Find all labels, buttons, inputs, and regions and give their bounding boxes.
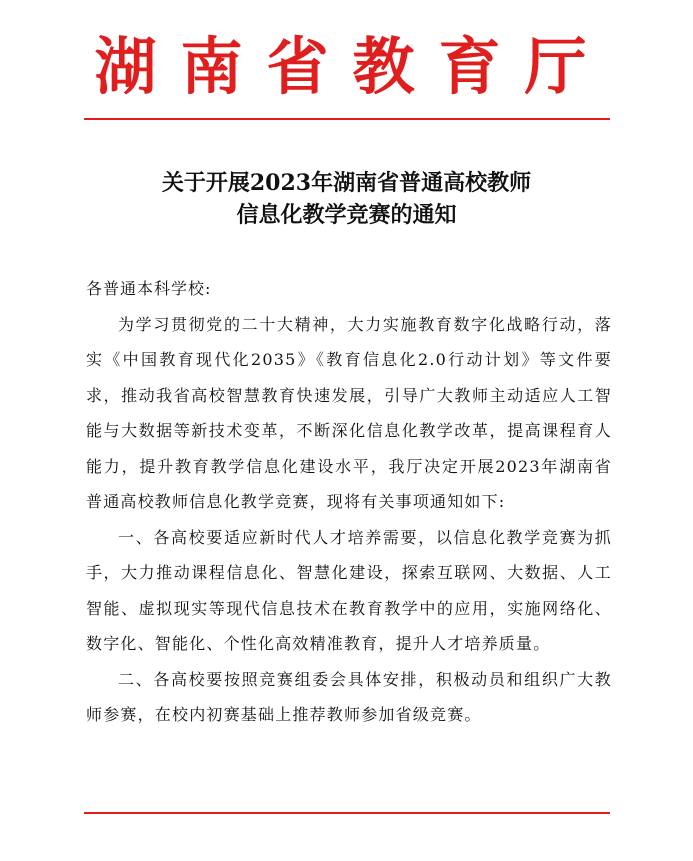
letterhead-divider-top — [84, 118, 610, 120]
document-title-line-2: 信息化教学竞赛的通知 — [236, 202, 457, 228]
document-title-line-1: 关于开展2023年湖南省普通高校教师 — [161, 170, 532, 196]
paragraph-intro: 为学习贯彻党的二十大精神，大力实施教育数字化战略行动，落实《中国教育现代化2035》《教育信息化2.0行动计划》等文件要求，推动我省高校智慧教育快速发展，引导广大教师主动适应人工智能与大数据等新技术变革，不断深化信息化教学改革，提高课程育人能力，提升教育教学信息化建设水平，我厅决定开展2023年湖南省普通高校教师信息化教学竞赛，现将有关事项通知如下: — [86, 314, 612, 511]
paragraph-item-2: 二、各高校要按照竞赛组委会具体安排，积极动员和组织广大教师参赛，在校内初赛基础上推荐教师参加省级竞赛。 — [86, 669, 612, 724]
addressee: 各普通本科学校: — [86, 279, 212, 298]
letterhead-title: 湖南省教育厅 — [94, 30, 611, 103]
paragraph-item-1: 一、各高校要适应新时代人才培养需要，以信息化教学竞赛为抓手，大力推动课程信息化、智慧化建设，探索互联网、大数据、人工智能、虚拟现实等现代信息技术在教育教学中的应用，实施网络化、数字化、智能化、个性化高效精准教育，提升人才培养质量。 — [86, 527, 612, 653]
document-body — [86, 271, 612, 733]
letterhead-divider-bottom — [84, 812, 610, 814]
